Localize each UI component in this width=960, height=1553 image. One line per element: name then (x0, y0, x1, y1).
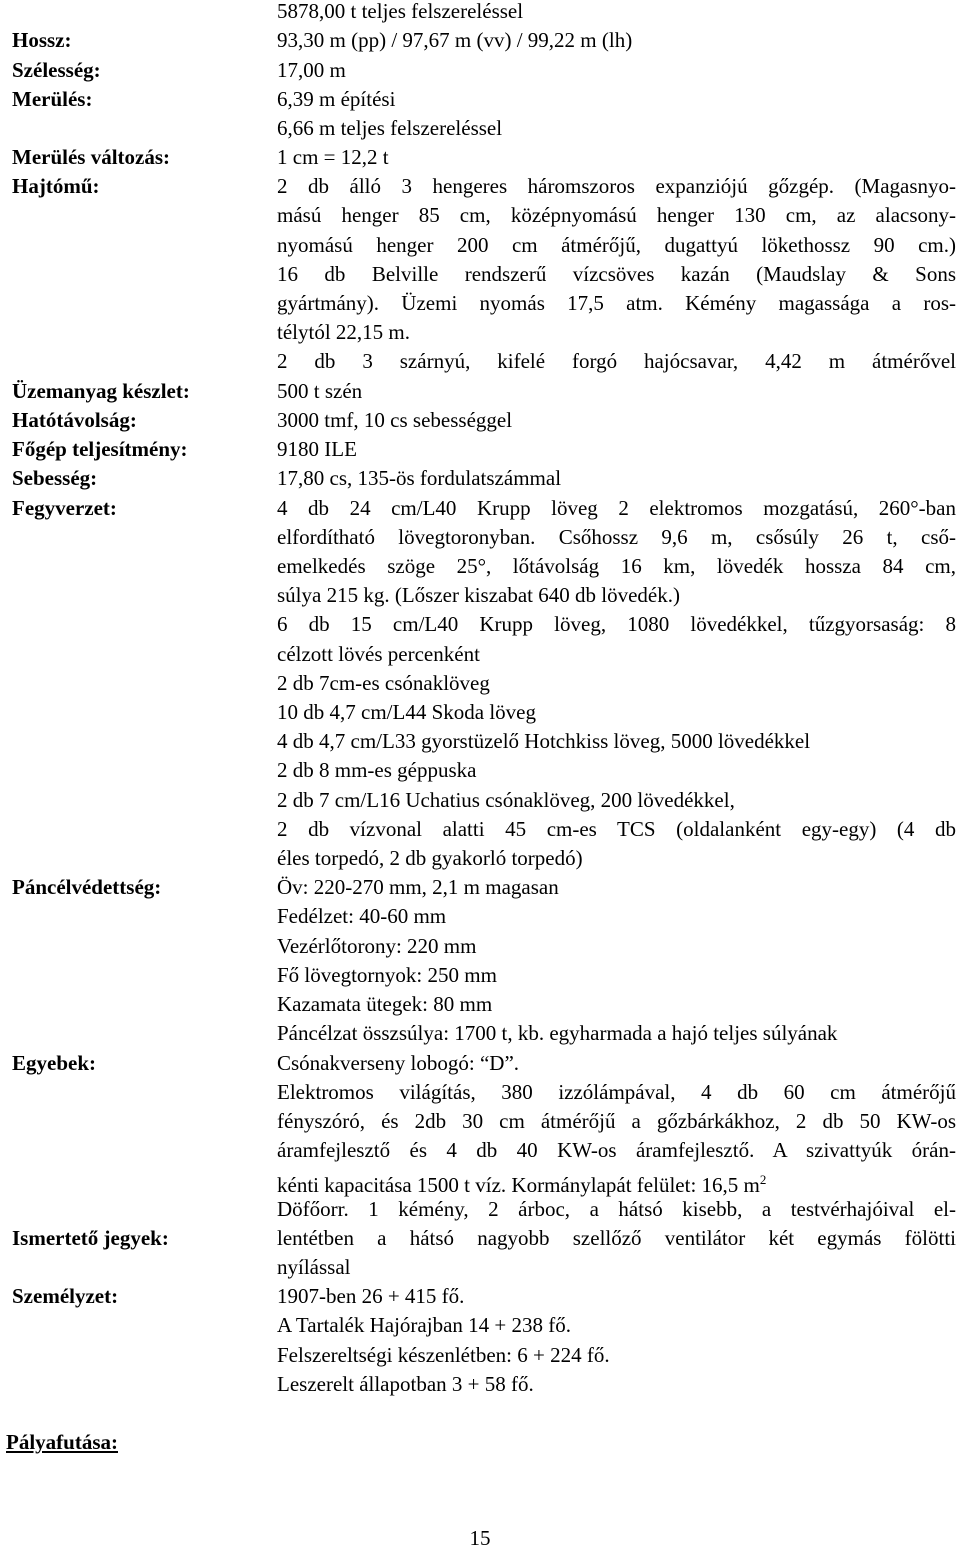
value-line: nyomású henger 200 cm átmérőjű, dugattyú lökethossz 90 cm.) (277, 233, 956, 257)
value-line: 17,80 cs, 135-ös fordulatszámmal (277, 466, 562, 490)
label-sebesseg: Sebesség: (12, 466, 98, 490)
value-line: Elektromos világítás, 380 izzólámpával, 4 db 60 cm átmérőjű (277, 1080, 956, 1104)
value-line: 2 db 7cm-es csónaklöveg (277, 671, 490, 695)
value-line: célzott lövés percenként (277, 642, 480, 666)
label-ismerteto: Ismertető jegyek: (12, 1226, 169, 1250)
value-line: 6 db 15 cm/L40 Krupp löveg, 1080 lövedékkel, tűzgyorsaság: 8 (277, 612, 956, 636)
label-egyebek: Egyebek: (12, 1051, 96, 1075)
value-line: Vezérlőtorony: 220 mm (277, 934, 477, 958)
value-line: nyílással (277, 1255, 351, 1279)
label-hossz: Hossz: (12, 28, 72, 52)
value-line: 6,39 m építési (277, 87, 396, 111)
value-line: Öv: 220-270 mm, 2,1 m magasan (277, 875, 559, 899)
label-merules: Merülés: (12, 87, 93, 111)
value-line: Leszerelt állapotban 3 + 58 fő. (277, 1372, 534, 1396)
value-line: 10 db 4,7 cm/L44 Skoda löveg (277, 700, 536, 724)
value-line: 6,66 m teljes felszereléssel (277, 116, 503, 140)
value-line: 16 db Belville rendszerű vízcsöves kazán (Maudslay & Sons (277, 262, 956, 286)
value-line: 2 db álló 3 hengeres háromszoros expanziójú gőzgép. (Magasnyo- (277, 174, 956, 198)
label-szemelyzet: Személyzet: (12, 1284, 119, 1308)
section-title: Pályafutása: (6, 1430, 118, 1454)
value-line: 4 db 24 cm/L40 Krupp löveg 2 elektromos mozgatású, 260°-ban (277, 496, 956, 520)
label-hajtomu: Hajtómű: (12, 174, 100, 198)
value-line: 4 db 4,7 cm/L33 gyorstüzelő Hotchkiss löveg, 5000 lövedékkel (277, 729, 811, 753)
value-line: 2 db 8 mm-es géppuska (277, 758, 477, 782)
label-hatotavolsag: Hatótávolság: (12, 408, 137, 432)
value-line: elfordítható lövegtoronyban. Csőhossz 9,6 m, csősúly 26 t, cső- (277, 525, 956, 549)
value-line: Döfőorr. 1 kémény, 2 árboc, a hátsó kisebb, a testvérhajóival el- (277, 1197, 956, 1221)
value-line: 1907-ben 26 + 415 fő. (277, 1284, 465, 1308)
label-fegyverzet: Fegyverzet: (12, 496, 117, 520)
label-merules-valtozas: Merülés változás: (12, 145, 171, 169)
value-line: 17,00 m (277, 58, 346, 82)
value-line: Csónakverseny lobogó: “D”. (277, 1051, 520, 1075)
value-line: 93,30 m (pp) / 97,67 m (vv) / 99,22 m (lh) (277, 28, 633, 52)
value-text: kénti kapacitása 1500 t víz. Kormánylapát felület: 16,5 m (277, 1173, 760, 1197)
value-line: Fedélzet: 40-60 mm (277, 904, 447, 928)
value-line: emelkedés szöge 25°, lőtávolság 16 km, lövedék hossza 84 cm, (277, 554, 956, 578)
value-line: 3000 tmf, 10 cs sebességgel (277, 408, 513, 432)
label-szelesseg: Szélesség: (12, 58, 101, 82)
value-line: Felszereltségi készenlétben: 6 + 224 fő. (277, 1343, 610, 1367)
value-line: lentétben a hátsó nagyobb szellőző ventilátor két egymás fölötti (277, 1226, 956, 1250)
value-line: Kazamata ütegek: 80 mm (277, 992, 493, 1016)
value-line: télytól 22,15 m. (277, 320, 410, 344)
label-uzemanyag: Üzemanyag készlet: (12, 379, 190, 403)
value-line: fényszóró, és 2db 30 cm átmérőjű a gőzbárkákhoz, 2 db 50 KW-os (277, 1109, 956, 1133)
value-line: Fő lövegtornyok: 250 mm (277, 963, 497, 987)
value-line: 2 db 7 cm/L16 Uchatius csónaklöveg, 200 lövedékkel, (277, 788, 735, 812)
value-line: A Tartalék Hajórajban 14 + 238 fő. (277, 1313, 571, 1337)
value-line: 2 db 3 szárnyú, kifelé forgó hajócsavar, 4,42 m átmérővel (277, 349, 956, 373)
value-line: 500 t szén (277, 379, 363, 403)
superscript: 2 (759, 1172, 767, 1187)
label-fogep: Főgép teljesítmény: (12, 437, 188, 461)
value-line: súlya 215 kg. (Lőszer kiszabat 640 db lövedék.) (277, 583, 680, 607)
value-line: gyártmány). Üzemi nyomás 17,5 atm. Kémény magassága a ros- (277, 291, 956, 315)
value-line: Páncélzat összsúlya: 1700 t, kb. egyharmada a hajó teljes súlyának (277, 1021, 838, 1045)
page-number: 15 (469, 1526, 491, 1550)
value-line: áramfejlesztő és 4 db 40 KW-os áramfejlesztő. A szivattyúk órán- (277, 1138, 956, 1162)
value-line: mású henger 85 cm, középnyomású henger 130 cm, az alacsony- (277, 203, 956, 227)
value-line: 2 db vízvonal alatti 45 cm-es TCS (oldalanként egy-egy) (4 db (277, 817, 956, 841)
value-line: éles torpedó, 2 db gyakorló torpedó) (277, 846, 583, 870)
value-line: 1 cm = 12,2 t (277, 145, 389, 169)
value-line: 9180 ILE (277, 437, 357, 461)
value-line: 5878,00 t teljes felszereléssel (277, 0, 524, 23)
label-pancel: Páncélvédettség: (12, 875, 162, 899)
